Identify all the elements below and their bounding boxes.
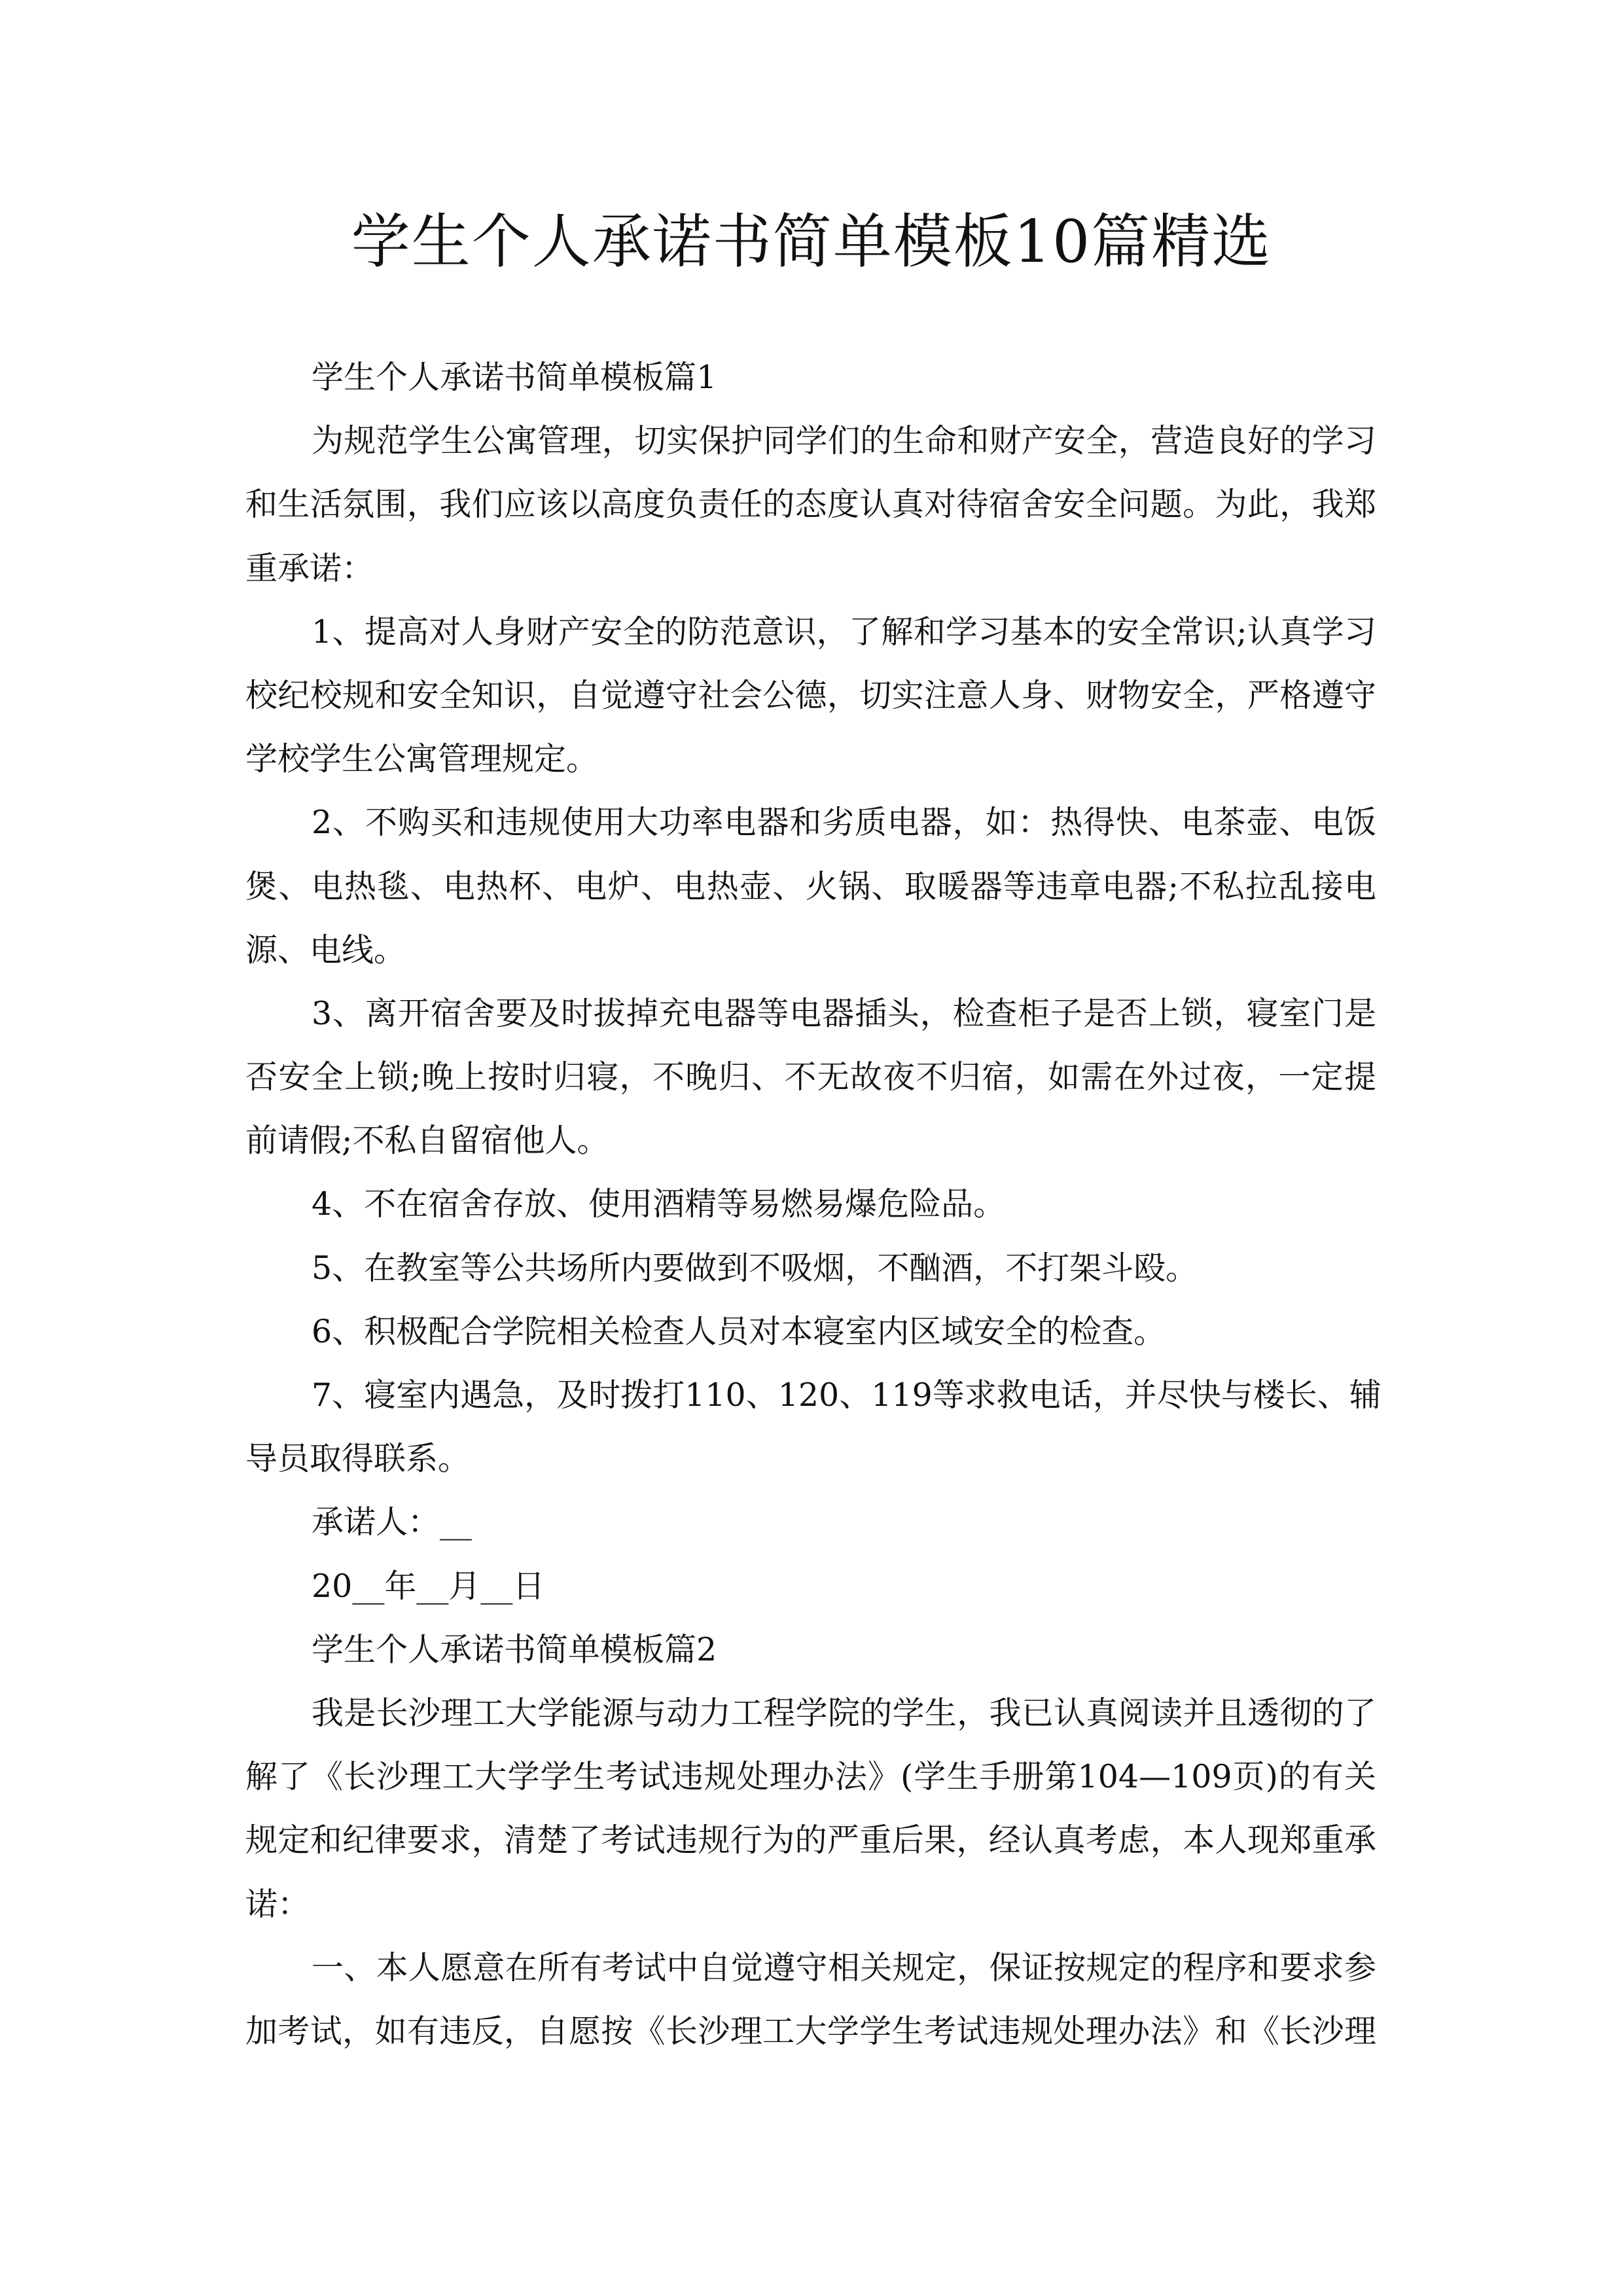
- text-line: 煲、电热毯、电热杯、电炉、电热壶、火锅、取暖器等违章电器;不私拉乱接电: [245, 867, 1376, 905]
- text-line: 7、寝室内遇急，及时拨打110、120、119等求救电话，并尽快与楼长、辅: [312, 1376, 1382, 1414]
- text-line: 1、提高对人身财产安全的防范意识，了解和学习基本的安全常识;认真学习: [312, 613, 1376, 651]
- text-line: 承诺人：__: [312, 1503, 473, 1541]
- text-line: 重承诺：: [245, 549, 374, 587]
- text-line: 20__年__月__日: [312, 1567, 545, 1605]
- text-line: 导员取得联系。: [245, 1440, 471, 1478]
- text-line: 为规范学生公寓管理，切实保护同学们的生命和财产安全，营造良好的学习: [312, 422, 1376, 460]
- text-line: 2、不购买和违规使用大功率电器和劣质电器，如：热得快、电茶壶、电饭: [312, 804, 1376, 842]
- text-line: 源、电线。: [245, 931, 406, 969]
- text-line: 学生个人承诺书简单模板篇1: [312, 359, 717, 396]
- text-line: 学生个人承诺书简单模板篇2: [312, 1630, 717, 1668]
- text-line: 否安全上锁;晚上按时归寝，不晚归、不无故夜不归宿，如需在外过夜，一定提: [245, 1058, 1376, 1096]
- text-line: 和生活氛围，我们应该以高度负责任的态度认真对待宿舍安全问题。为此，我郑: [245, 486, 1376, 524]
- document-body: [245, 346, 1382, 2063]
- text-line: 学校学生公寓管理规定。: [245, 740, 599, 778]
- text-line: 前请假;不私自留宿他人。: [245, 1122, 609, 1160]
- text-line: 5、在教室等公共场所内要做到不吸烟，不酗酒，不打架斗殴。: [312, 1249, 1198, 1287]
- document-title: 学生个人承诺书简单模板10篇精选: [351, 207, 1272, 276]
- text-line: 诺：: [245, 1885, 310, 1923]
- text-line: 我是长沙理工大学能源与动力工程学院的学生，我已认真阅读并且透彻的了: [312, 1694, 1376, 1732]
- text-line: 规定和纪律要求，清楚了考试违规行为的严重后果，经认真考虑，本人现郑重承: [245, 1821, 1376, 1859]
- text-line: 3、离开宿舍要及时拔掉充电器等电器插头，检查柜子是否上锁，寝室门是: [312, 994, 1376, 1032]
- text-line: 校纪校规和安全知识，自觉遵守社会公德，切实注意人身、财物安全，严格遵守: [245, 676, 1376, 714]
- text-line: 4、不在宿舍存放、使用酒精等易燃易爆危险品。: [312, 1185, 1006, 1223]
- text-line: 加考试，如有违反，自愿按《长沙理工大学学生考试违规处理办法》和《长沙理: [245, 2012, 1376, 2050]
- text-line: 6、积极配合学院相关检查人员对本寝室内区域安全的检查。: [312, 1312, 1166, 1350]
- text-line: 解了《长沙理工大学学生考试违规处理办法》(学生手册第104—109页)的有关: [245, 1758, 1376, 1796]
- text-line: 一、本人愿意在所有考试中自觉遵守相关规定，保证按规定的程序和要求参: [312, 1948, 1376, 1986]
